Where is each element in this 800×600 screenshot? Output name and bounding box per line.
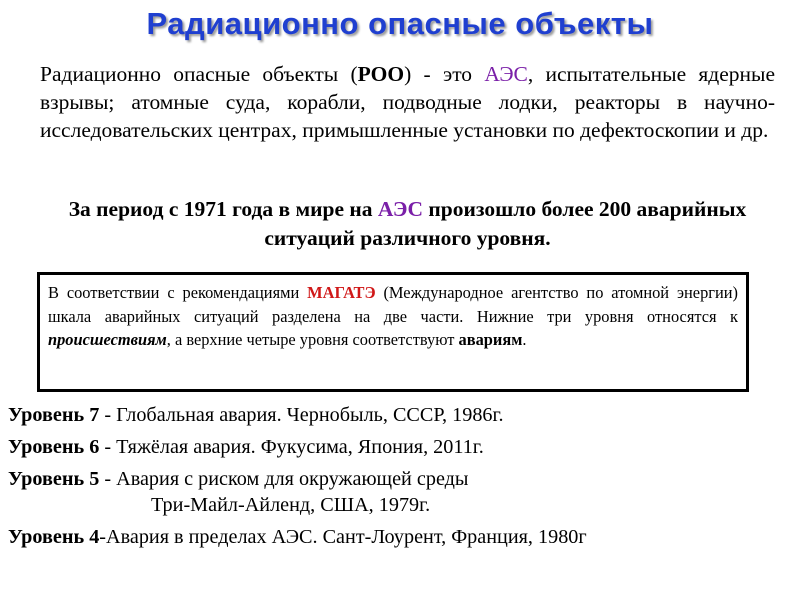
level-description: - Авария с риском для окружающей среды bbox=[99, 468, 469, 490]
level-description: - Глобальная авария. Чернобыль, СССР, 1986г. bbox=[99, 404, 504, 426]
intro-text-3: , испытательные ядерные взрывы; атомные суда, корабли, подводные лодки, реакторы в научно-исследовательских центрах, примышленные установки по дефектоскопии и др. bbox=[40, 62, 775, 142]
aes-highlight: АЭС bbox=[484, 62, 528, 86]
intro-text-2: ) - это bbox=[404, 62, 485, 86]
magate-highlight: МАГАТЭ bbox=[307, 283, 376, 302]
level-label: Уровень 4 bbox=[8, 526, 100, 548]
period-statement bbox=[35, 195, 780, 253]
period-text-2: произошло более 200 аварийных ситуаций различного уровня. bbox=[264, 197, 747, 250]
level-4 bbox=[8, 524, 800, 550]
level-description: - Тяжёлая авария. Фукусима, Япония, 2011г. bbox=[99, 436, 484, 458]
box-text-2: (Международное агентство по атомной энергии) шкала аварийных ситуаций разделена на две части. Нижние три уровня относятся к bbox=[48, 283, 738, 326]
intro-paragraph bbox=[40, 60, 775, 144]
roo-abbrev: РОО bbox=[357, 62, 405, 86]
level-label: Уровень 7 bbox=[8, 404, 100, 426]
box-text-3: , а верхние четыре уровня соответствуют bbox=[166, 330, 459, 349]
iaea-note-box bbox=[37, 272, 749, 392]
levels-list bbox=[8, 402, 800, 556]
level-label: Уровень 5 bbox=[8, 468, 100, 490]
intro-text-1: Радиационно опасные объекты ( bbox=[40, 62, 358, 86]
period-text-1: За период с 1971 года в мире на bbox=[68, 197, 378, 221]
level-7 bbox=[8, 402, 800, 428]
level-6 bbox=[8, 434, 800, 460]
box-text-1: В соответствии с рекомендациями bbox=[48, 283, 308, 302]
box-text-4: . bbox=[522, 330, 527, 349]
level-label: Уровень 6 bbox=[8, 436, 100, 458]
incidents-term: происшествиям bbox=[48, 330, 167, 349]
level-description-continued: Три-Майл-Айленд, США, 1979г. bbox=[151, 494, 431, 516]
page-title: Радиационно опасные объекты bbox=[146, 6, 654, 41]
accidents-term: авариям bbox=[458, 330, 523, 349]
level-5 bbox=[8, 466, 800, 518]
period-aes-highlight: АЭС bbox=[377, 197, 423, 221]
level-description: -Авария в пределах АЭС. Сант-Лоурент, Франция, 1980г bbox=[99, 526, 587, 548]
